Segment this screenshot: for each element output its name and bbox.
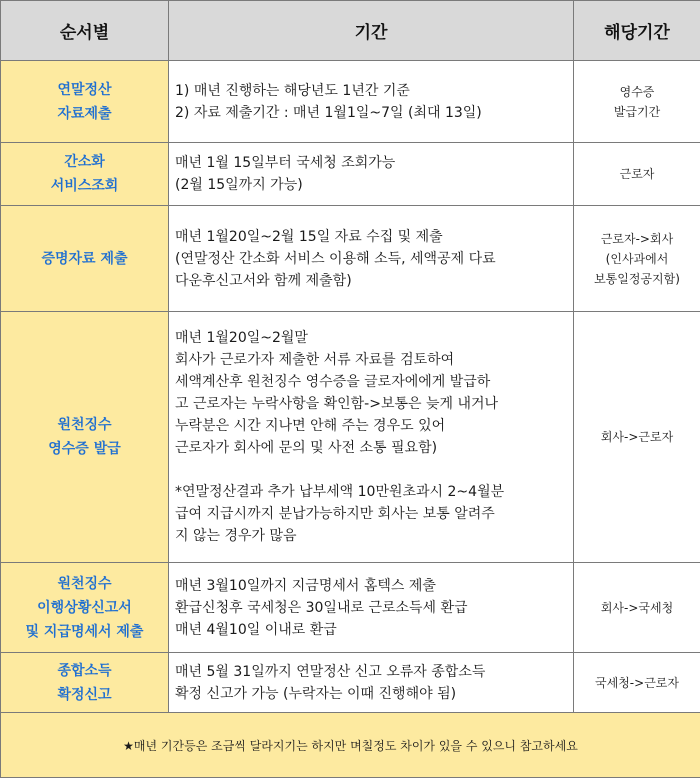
period-cell: 매년 1월20일~2월말 회사가 근로가자 제출한 서류 자료를 검토하여 세액계산후 원천징수 영수증을 글로자에에게 발급하 고 근로자는 누락사항을 확인함->보통은 늦게 내거나 누락분은 시간 지나면 안해 주는 경우도 있어 근로자가 회사에 문의 및 사전 소통 필요함) *연말정산결과 추가 납부세액 10만원초과시 2~4월분 급여 지급시까지 분납가능하지만 회사는 보통 알려주 지 않는 경우가 많음: [169, 312, 574, 563]
step-cell: 원천징수 이행상황신고서 및 지급명세서 제출: [1, 563, 169, 653]
step-cell: 간소화 서비스조회: [1, 143, 169, 206]
table-row: [1, 563, 700, 653]
actor-cell: 회사->근로자: [574, 312, 700, 563]
header-actor: 해당기간: [574, 1, 700, 61]
table-row: [1, 143, 700, 206]
step-cell: 증명자료 제출: [1, 206, 169, 312]
step-cell: 연말정산 자료제출: [1, 61, 169, 143]
step-cell: 원천징수 영수증 발급: [1, 312, 169, 563]
actor-cell: 근로자->회사 (인사과에서 보통일정공지함): [574, 206, 700, 312]
period-cell: 매년 5월 31일까지 연말정산 신고 오류자 종합소득 확정 신고가 가능 (누락자는 이때 진행해야 됨): [169, 653, 574, 713]
period-cell: 매년 3월10일까지 지금명세서 홈텍스 제출 환급신청후 국세청은 30일내로 근로소득세 환급 매년 4월10일 이내로 환급: [169, 563, 574, 653]
period-cell: 1) 매년 진행하는 해당년도 1년간 기준 2) 자료 제출기간 : 매년 1월1일~7일 (최대 13일): [169, 61, 574, 143]
footer-row: [1, 713, 700, 778]
period-cell: 매년 1월 15일부터 국세청 조회가능 (2월 15일까지 가능): [169, 143, 574, 206]
step-cell: 종합소득 확정신고: [1, 653, 169, 713]
table-row: [1, 312, 700, 563]
period-cell: 매년 1월20일~2월 15일 자료 수집 및 제출 (연말정산 간소화 서비스 이용해 소득, 세액공제 다료 다운후신고서와 함께 제출함): [169, 206, 574, 312]
actor-cell: 영수증 발급기간: [574, 61, 700, 143]
table-row: [1, 61, 700, 143]
actor-cell: 국세청->근로자: [574, 653, 700, 713]
header-row: [1, 1, 700, 61]
table-row: [1, 206, 700, 312]
actor-cell: 회사->국세청: [574, 563, 700, 653]
header-step: 순서별: [1, 1, 169, 61]
table-row: [1, 653, 700, 713]
header-period: 기간: [169, 1, 574, 61]
footer-note: ★매년 기간등은 조금씩 달라지기는 하지만 며칠정도 차이가 있을 수 있으니 참고하세요: [1, 713, 700, 778]
actor-cell: 근로자: [574, 143, 700, 206]
